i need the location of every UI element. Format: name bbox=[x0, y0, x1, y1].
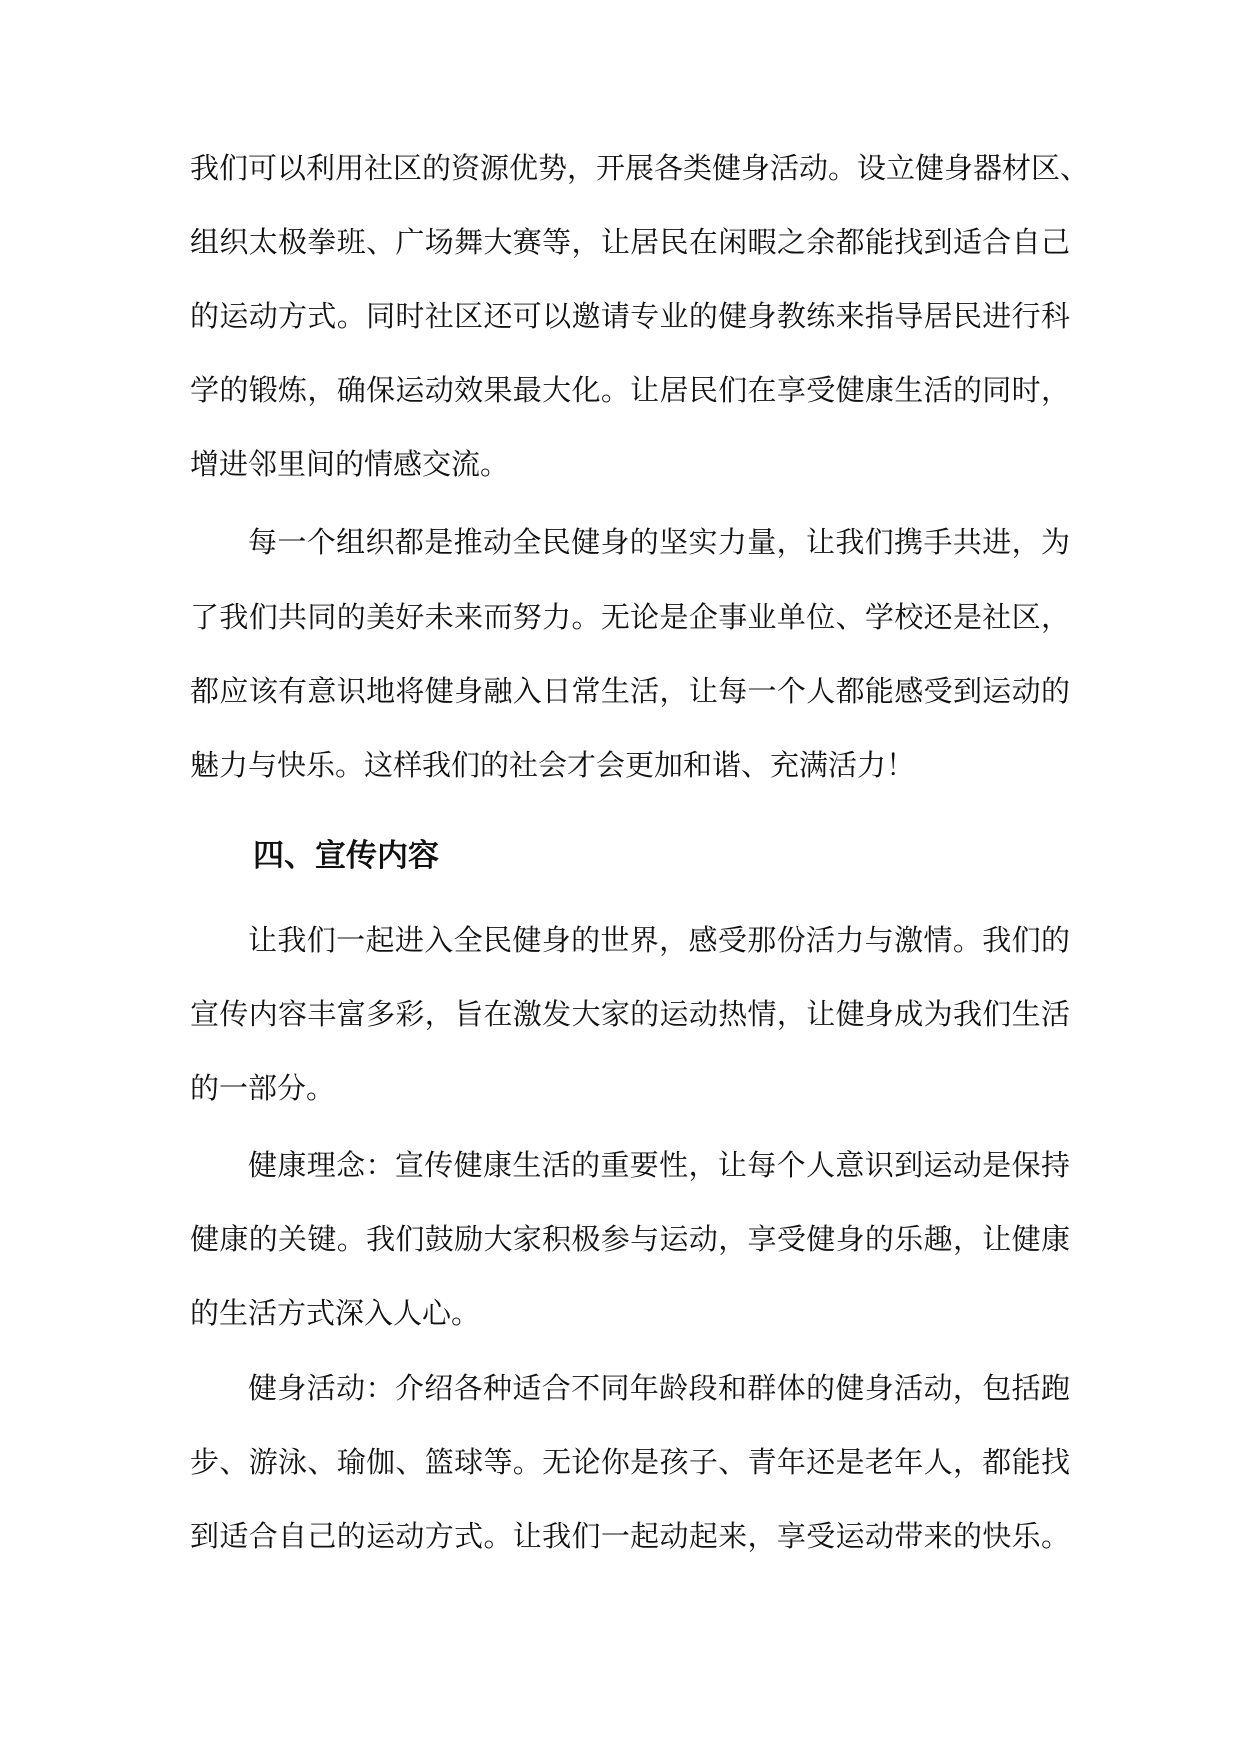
paragraph-1-line-4: 学的锻炼，确保运动效果最大化。让居民们在享受健康生活的同时， bbox=[190, 373, 1070, 407]
paragraph-1-line-5: 增进邻里间的情感交流。 bbox=[190, 447, 510, 481]
section-heading: 四、宣传内容 bbox=[253, 838, 439, 874]
paragraph-4-line-3: 的生活方式深入人心。 bbox=[190, 1296, 481, 1330]
paragraph-1-line-3: 的运动方式。同时社区还可以邀请专业的健身教练来指导居民进行科 bbox=[190, 299, 1070, 333]
paragraph-3-line-2: 宣传内容丰富多彩，旨在激发大家的运动热情，让健身成为我们生活 bbox=[190, 997, 1070, 1031]
paragraph-5-line-3: 到适合自己的运动方式。让我们一起动起来，享受运动带来的快乐。 bbox=[190, 1519, 1070, 1553]
paragraph-1-line-2: 组织太极拳班、广场舞大赛等，让居民在闲暇之余都能找到适合自己 bbox=[190, 225, 1070, 259]
paragraph-5-line-1: 健身活动：介绍各种适合不同年龄段和群体的健身活动，包括跑 bbox=[248, 1371, 1070, 1405]
paragraph-2-line-3: 都应该有意识地将健身融入日常生活，让每一个人都能感受到运动的 bbox=[190, 674, 1070, 708]
paragraph-3-line-1: 让我们一起进入全民健身的世界，感受那份活力与激情。我们的 bbox=[248, 923, 1070, 957]
paragraph-2-line-4: 魅力与快乐。这样我们的社会才会更加和谐、充满活力！ bbox=[190, 748, 916, 782]
paragraph-2-line-2: 了我们共同的美好未来而努力。无论是企事业单位、学校还是社区， bbox=[190, 600, 1070, 634]
paragraph-4-line-2: 健康的关键。我们鼓励大家积极参与运动，享受健身的乐趣，让健康 bbox=[190, 1222, 1070, 1256]
paragraph-5-line-2: 步、游泳、瑜伽、篮球等。无论你是孩子、青年还是老年人，都能找 bbox=[190, 1445, 1070, 1479]
paragraph-1-line-1: 我们可以利用社区的资源优势，开展各类健身活动。设立健身器材区、 bbox=[190, 151, 1090, 185]
paragraph-3-line-3: 的一部分。 bbox=[190, 1071, 336, 1105]
paragraph-2-line-1: 每一个组织都是推动全民健身的坚实力量，让我们携手共进，为 bbox=[248, 525, 1070, 559]
paragraph-4-line-1: 健康理念：宣传健康生活的重要性，让每个人意识到运动是保持 bbox=[248, 1148, 1070, 1182]
